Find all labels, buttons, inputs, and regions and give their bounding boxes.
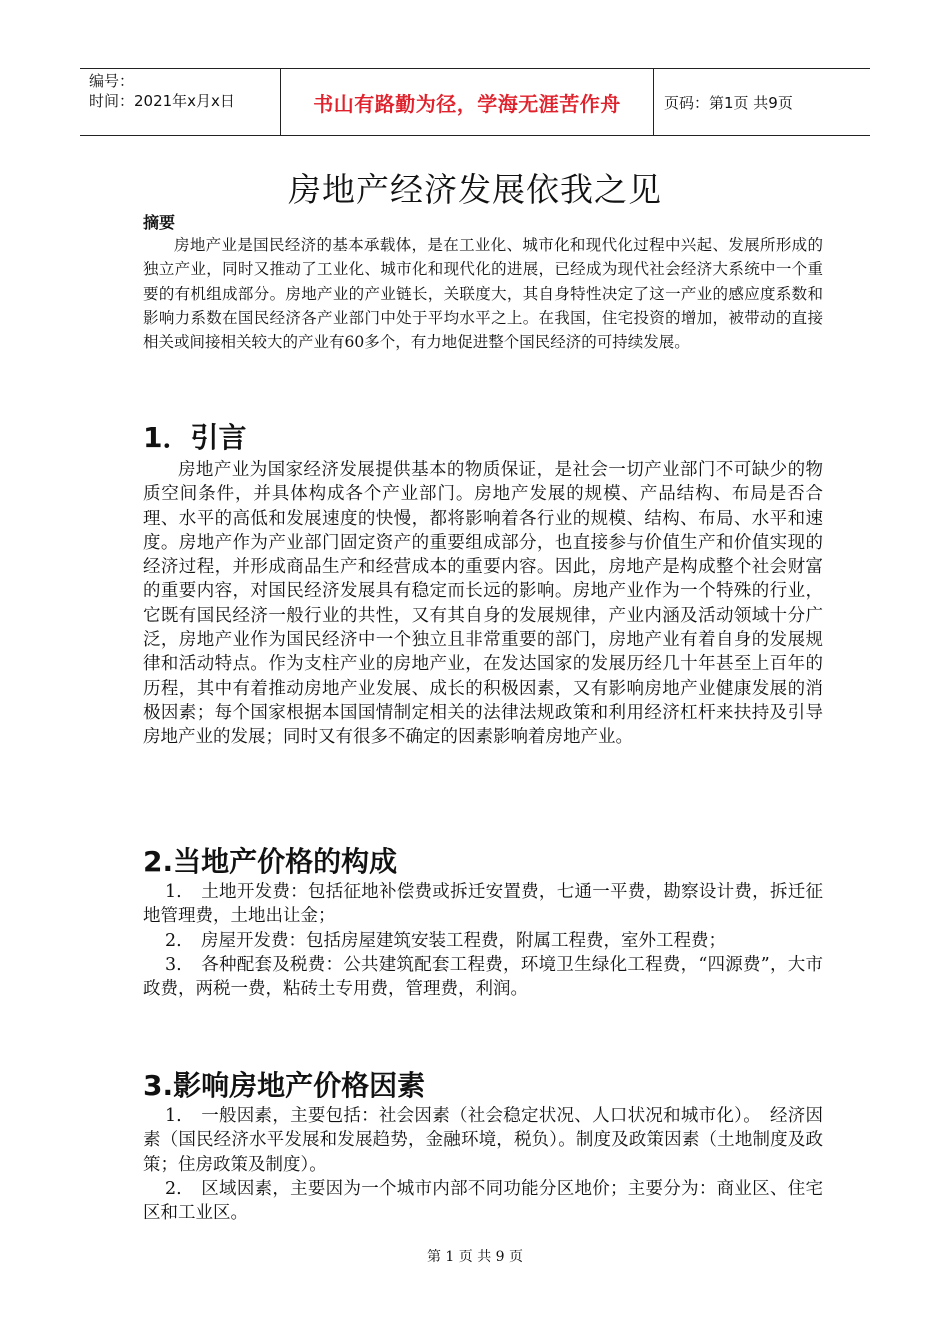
list-item	[143, 1104, 823, 1177]
section-heading-introduction: 1．引言	[143, 421, 247, 454]
list-item	[143, 953, 823, 1002]
list-item-text: 土地开发费：包括征地补偿费或拆迁安置费，七通一平费，勘察设计费，拆迁征地管理费，土地出让金；	[143, 882, 823, 927]
date-label: 时间：2021年x月x日	[89, 92, 235, 110]
list-item	[143, 880, 823, 929]
page-title: 房地产经济发展依我之见	[288, 170, 662, 209]
list-item	[143, 1177, 823, 1226]
list-item-number: 3.	[165, 954, 182, 975]
section-heading-price-composition: 2.当地产价格的构成	[143, 845, 398, 878]
list-item-number: 1.	[165, 1106, 182, 1126]
list-item-number: 1.	[165, 882, 182, 902]
header-meta	[80, 69, 281, 135]
list-item-text: 一般因素，主要包括：社会因素（社会稳定状况、人口状况和城市化）。 经济因素（国民经济水平发展和发展趋势，金融环境，税负）。制度及政策因素（土地制度及政策；住房政策及制度）。	[143, 1106, 823, 1175]
abstract-heading: 摘要	[143, 213, 176, 232]
list-item-text: 区域因素，主要因为一个城市内部不同功能分区地价；主要分为：商业区、住宅区和工业区。	[143, 1178, 823, 1224]
section-heading-price-factors: 3.影响房地产价格因素	[143, 1069, 426, 1102]
section-body-introduction: 房地产业为国家经济发展提供基本的物质保证，是社会一切产业部门不可缺少的物质空间条件，并具体构成各个产业部门。房地产发展的规模、产品结构、布局是否合理、水平的高低和发展速度的快慢，都将影响着各行业的规模、结构、布局、水平和速度。房地产作为产业部门固定资产的重要组成部分，也直接参与价值生产和价值实现的经济过程，并形成商品生产和经营成本的重要内容。因此，房地产是构成整个社会财富的重要内容，对国民经济发展具有稳定而长远的影响。房地产业作为一个特殊的行业，它既有国民经济一般行业的共性，又有其自身的发展规律，产业内涵及活动领域十分广泛，房地产业作为国民经济中一个独立且非常重要的部门，房地产业有着自身的发展规律和活动特点。作为支柱产业的房地产业，在发达国家的发展历经几十年甚至上百年的历程，其中有着推动房地产业发展、成长的积极因素，又有影响房地产业健康发展的消极因素；每个国家根据本国国情制定相关的法律法规政策和利用经济杠杆来扶持及引导房地产业的发展；同时又有很多不确定的因素影响着房地产业。	[143, 460, 823, 748]
page-info: 页码：第1页 共9页	[664, 93, 793, 112]
abstract-body: 房地产业是国民经济的基本承载体，是在工业化、城市化和现代化过程中兴起、发展所形成的独立产业，同时又推动了工业化、城市化和现代化的进展，已经成为现代社会经济大系统中一个重要的有机组成部分。房地产业的产业链长，关联度大，其自身特性决定了这一产业的感应度系数和影响力系数在国民经济各产业部门中处于平均水平之上。在我国，住宅投资的增加，被带动的直接相关或间接相关较大的产业有60多个，有力地促进整个国民经济的可持续发展。	[143, 236, 823, 352]
price-factors-list	[143, 1104, 823, 1225]
price-composition-list	[143, 880, 823, 1001]
serial-label: 编号：	[89, 72, 135, 90]
header-motto: 书山有路勤为径，学海无涯苦作舟	[313, 91, 621, 116]
list-item-number: 2.	[165, 1178, 182, 1199]
header-motto-cell	[281, 69, 654, 135]
list-item-text: 各种配套及税费：公共建筑配套工程费，环境卫生绿化工程费，“四源费”，大市政费，两税一费，粘砖土专用费，管理费，利润。	[143, 954, 823, 1000]
list-item-number: 2.	[165, 930, 182, 951]
list-item-text: 房屋开发费：包括房屋建筑安装工程费，附属工程费，室外工程费；	[201, 930, 726, 951]
document-header	[80, 68, 870, 136]
list-item	[143, 929, 823, 953]
page-footer: 第 1 页 共 9 页	[426, 1249, 524, 1265]
